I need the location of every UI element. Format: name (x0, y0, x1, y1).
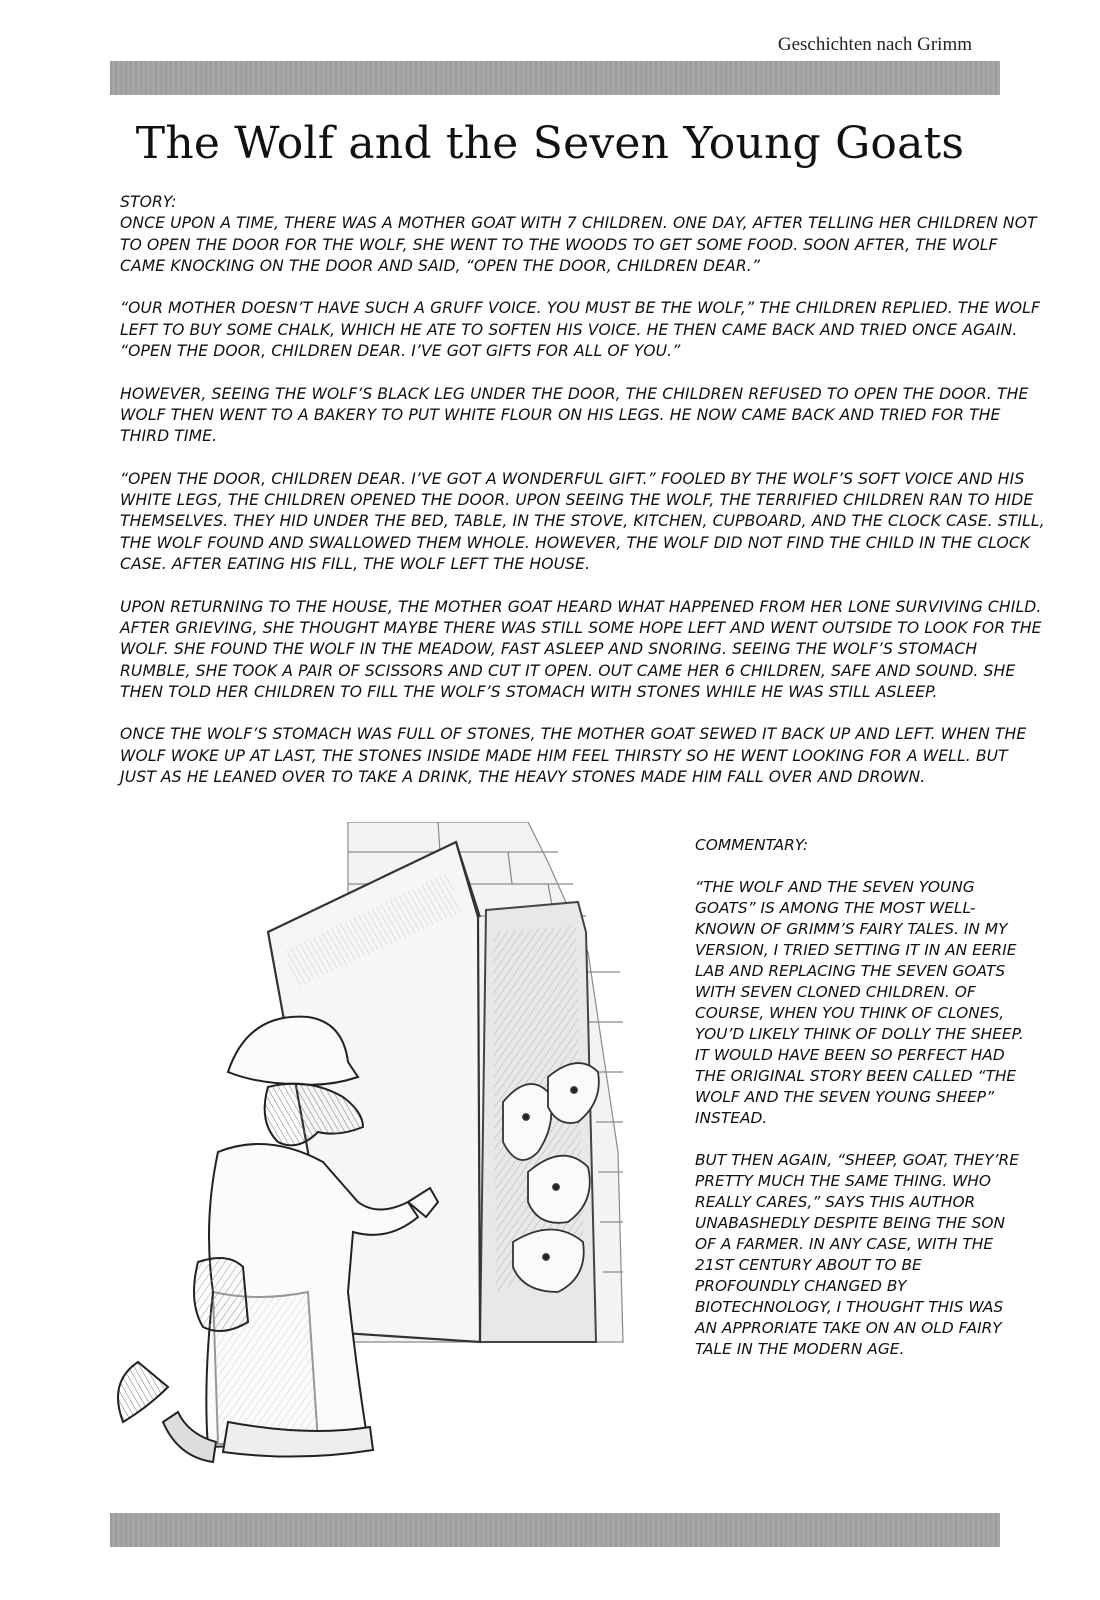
commentary-paragraph: BUT THEN AGAIN, “SHEEP, GOAT, THEY’RE PRETTY MUCH THE SAME THING. WHO REALLY CARES,” SAYS THIS AUTHOR UNABASHEDLY DESPITE BEING THE SON OF A FARMER. IN ANY CASE, WITH THE 21ST CENTURY ABOUT TO BE PROFOUNDLY CHANGED BY BIOTECHNOLOGY, I THOUGHT THIS WAS AN APPRORIATE TAKE ON AN OLD FAIRY TALE IN THE MODERN AGE. (695, 1151, 1019, 1358)
commentary-section (695, 835, 1025, 1381)
wolf-at-door-illustration (108, 822, 638, 1482)
story-paragraph: UPON RETURNING TO THE HOUSE, THE MOTHER GOAT HEARD WHAT HAPPENED FROM HER LONE SURVIVING CHILD. AFTER GRIEVING, SHE THOUGHT MAYBE THERE WAS STILL SOME HOPE LEFT AND WENT OUTSIDE TO LOOK FOR THE WOLF. SHE FOUND THE WOLF IN THE MEADOW, FAST ASLEEP AND SNORING. SEEING THE WOLF’S STOMACH RUMBLE, SHE TOOK A PAIR OF SCISSORS AND CUT IT OPEN. OUT CAME HER 6 CHILDREN, SAFE AND SOUND. SHE THEN TOLD HER CHILDREN TO FILL THE WOLF’S STOMACH WITH STONES WHILE HE WAS STILL ASLEEP. (120, 597, 1042, 701)
commentary-label: COMMENTARY: (695, 836, 809, 854)
story-paragraph: ONCE THE WOLF’S STOMACH WAS FULL OF STONES, THE MOTHER GOAT SEWED IT BACK UP AND LEFT. WHEN THE WOLF WOKE UP AT LAST, THE STONES INSIDE MADE HIM FEEL THIRSTY SO HE WENT LOOKING FOR A WELL. BUT JUST AS HE LEANED OVER TO TAKE A DRINK, THE HEAVY STONES MADE HIM FALL OVER AND DROWN. (120, 725, 1027, 787)
running-header: Geschichten nach Grimm (777, 34, 972, 55)
story-paragraph: “OPEN THE DOOR, CHILDREN DEAR. I’VE GOT A WONDERFUL GIFT.” FOOLED BY THE WOLF’S SOFT VOICE AND HIS WHITE LEGS, THE CHILDREN OPENED THE DOOR. UPON SEEING THE WOLF, THE TERRIFIED CHILDREN RAN TO HIDE THEMSELVES. THEY HID UNDER THE BED, TABLE, IN THE STOVE, KITCHEN, CUPBOARD, AND THE CLOCK CASE. STILL, THE WOLF FOUND AND SWALLOWED THEM WHOLE. HOWEVER, THE WOLF DID NOT FIND THE CHILD IN THE CLOCK CASE. AFTER EATING HIS FILL, THE WOLF LEFT THE HOUSE. (120, 469, 1045, 574)
story-paragraph: “OUR MOTHER DOESN’T HAVE SUCH A GRUFF VOICE. YOU MUST BE THE WOLF,” THE CHILDREN REPLIED. THE WOLF LEFT TO BUY SOME CHALK, WHICH HE ATE TO SOFTEN HIS VOICE. HE THEN CAME BACK AND TRIED ONCE AGAIN. “OPEN THE DOOR, CHILDREN DEAR. I’VE GOT GIFTS FOR ALL OF YOU.” (120, 299, 1041, 361)
story-paragraph: HOWEVER, SEEING THE WOLF’S BLACK LEG UNDER THE DOOR, THE CHILDREN REFUSED TO OPEN THE DOOR. THE WOLF THEN WENT TO A BAKERY TO PUT WHITE FLOUR ON HIS LEGS. HE NOW CAME BACK AND TRIED FOR THE THIRD TIME. (120, 384, 1029, 446)
story-section (120, 192, 1045, 810)
top-decorative-bar (110, 61, 1000, 95)
page-title: The Wolf and the Seven Young Goats (135, 118, 965, 169)
bottom-decorative-bar (110, 1513, 1000, 1547)
story-label: STORY: (120, 193, 177, 211)
story-paragraph: ONCE UPON A TIME, THERE WAS A MOTHER GOAT WITH 7 CHILDREN. ONE DAY, AFTER TELLING HER CHILDREN NOT TO OPEN THE DOOR FOR THE WOLF, SHE WENT TO THE WOODS TO GET SOME FOOD. SOON AFTER, THE WOLF CAME KNOCKING ON THE DOOR AND SAID, “OPEN THE DOOR, CHILDREN DEAR.” (120, 214, 1037, 275)
commentary-paragraph: “THE WOLF AND THE SEVEN YOUNG GOATS” IS AMONG THE MOST WELL-KNOWN OF GRIMM’S FAIRY TALES. IN MY VERSION, I TRIED SETTING IT IN AN EERIE LAB AND REPLACING THE SEVEN GOATS WITH SEVEN CLONED CHILDREN. OF COURSE, WHEN YOU THINK OF CLONES, YOU’D LIKELY THINK OF DOLLY THE SHEEP. IT WOULD HAVE BEEN SO PERFECT HAD THE ORIGINAL STORY BEEN CALLED “THE WOLF AND THE SEVEN YOUNG SHEEP” INSTEAD. (695, 878, 1024, 1127)
